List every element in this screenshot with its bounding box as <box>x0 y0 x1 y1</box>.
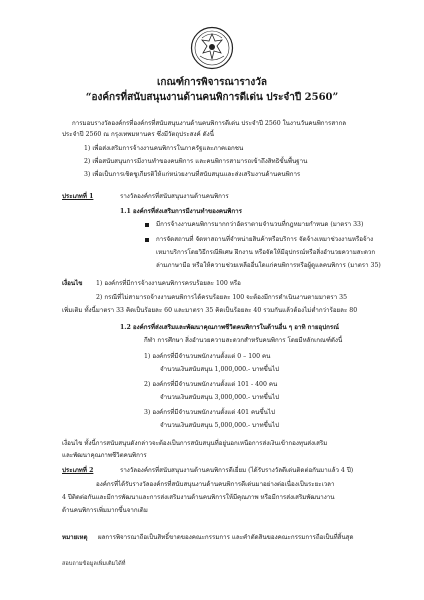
bullet-text: ล่ามภาษามือ หรือให้ความช่วยเหลืออื่นใดแก่คนพิการหรือผู้ดูแลคนพิการ (มาตรา 35) <box>156 262 381 269</box>
note-text: ผลการพิจารณาถือเป็นสิทธิ์ขาดของคณะกรรมการ และคำตัดสินของคณะกรรมการถือเป็นที่สิ้นสุด <box>98 534 354 541</box>
type2-title: รางวัลองค์กรที่สนับสนุนงานด้านคนพิการดีเยี่ยม (ได้รับรางวัลดีเด่นติดต่อกันมาแล้ว 4 ปี) <box>120 467 354 474</box>
condition-label: เงื่อนไข <box>62 280 83 287</box>
type2-text: องค์กรที่ได้รับรางวัลองค์กรที่สนับสนุนงานด้านคนพิการดีเด่นมาอย่างต่อเนื่องเป็นระยะเวลา <box>96 481 335 488</box>
condition-item: เพิ่มเติม ทั้งนี้มาตรา 33 คิดเป็นร้อยละ 60 และมาตรา 35 คิดเป็นร้อยละ 40 รวมกันแล้วต้องไม่ต่ำกว่าร้อยละ 80 <box>62 307 358 314</box>
condition-2-line: เงื่อนไข ทั้งนี้การสนับสนุนดังกล่าวจะต้องเป็นการสนับสนุนที่อยู่นอกเหนือการส่งเงินเข้ากองทุนส่งเสริม <box>62 440 328 447</box>
type2-label: ประเภทที่ 2 <box>62 467 94 474</box>
condition-2-line: และพัฒนาคุณภาพชีวิตคนพิการ <box>62 452 147 459</box>
document-subtitle: “องค์กรที่สนับสนุนงานด้านคนพิการดีเด่น ประจำปี 2560” <box>85 92 339 103</box>
square-bullet-icon <box>145 223 149 227</box>
garuda-seal-icon <box>190 26 234 70</box>
objective-item: 1) เพื่อส่งเสริมการจ้างงานคนพิการในภาครัฐและภาคเอกชน <box>84 145 244 152</box>
intro-line-2: ประจำปี 2560 ณ กรุงเทพมหานคร ซึ่งมีวัตถุประสงค์ ดังนี้ <box>62 131 214 138</box>
tier-amount: จำนวนเงินสนับสนุน 3,000,000.- บาทขึ้นไป <box>160 394 280 401</box>
objective-item: 3) เพื่อเป็นการเชิดชูเกียรติให้แก่หน่วยงานที่สนับสนุนและส่งเสริมงานด้านคนพิการ <box>84 171 301 178</box>
intro-line-1: การมอบรางวัลองค์กรที่องค์กรที่สนับสนุนงานด้านคนพิการดีเด่น ประจำปี 2560 ในงานวันคนพิการสากล <box>72 120 347 127</box>
type2-text: ด้านคนพิการเพิ่มมากขึ้นจากเดิม <box>62 507 148 514</box>
tier-org: 2) องค์กรที่มีจำนวนพนักงานตั้งแต่ 101 - 400 คน <box>144 381 278 388</box>
bullet-text: เหมาบริการโดยวิธีกรณีพิเศษ ฝึกงาน หรือจัดให้มีอุปกรณ์หรือสิ่งอำนวยความสะดวก <box>156 249 376 256</box>
note-label: หมายเหตุ <box>62 534 88 541</box>
bullet-text: การจัดสถานที่ จัดหาสถานที่จำหน่ายสินค้าหรือบริการ จัดจ้างเหมาช่วงงานหรือจ้าง <box>156 236 374 243</box>
section-1-1-heading: 1.1 องค์กรที่ส่งเสริมการมีงานทำของคนพิการ <box>120 208 242 215</box>
section-1-2-heading: 1.2 องค์กรที่ส่งเสริมและพัฒนาคุณภาพชีวิตคนพิการในด้านอื่น ๆ อาทิ กายอุปกรณ์ <box>120 324 339 331</box>
type2-text: 4 ปีติดต่อกันและมีการพัฒนาและการส่งเสริมงานด้านคนพิการให้มีคุณภาพ หรือมีการส่งเสริมพัฒนางาน <box>62 494 335 501</box>
type1-title: รางวัลองค์กรที่สนับสนุนงานด้านคนพิการ <box>120 193 229 200</box>
document-title: เกณฑ์การพิจารณารางวัล <box>156 77 268 88</box>
tier-amount: จำนวนเงินสนับสนุน 1,000,000.- บาทขึ้นไป <box>160 366 280 373</box>
square-bullet-icon <box>145 238 149 242</box>
tier-amount: จำนวนเงินสนับสนุน 5,000,000.- บาทขึ้นไป <box>160 422 280 429</box>
condition-item: 2) กรณีที่ไม่สามารถจ้างงานคนพิการได้ครบร้อยละ 100 จะต้องมีการดำเนินงานตามมาตรา 35 <box>96 294 348 301</box>
footer-note: สอบถามข้อมูลเพิ่มเติมได้ที่ <box>62 561 126 567</box>
tier-org: 1) องค์กรที่มีจำนวนพนักงานตั้งแต่ 0 – 100 คน <box>144 353 271 360</box>
condition-item: 1) องค์กรที่มีการจ้างงานคนพิการครบร้อยละ 100 หรือ <box>96 280 241 287</box>
section-1-2-text: กีฬา การศึกษา สิ่งอำนวยความสะดวกสำหรับคนพิการ โดยมีหลักเกณฑ์ดังนี้ <box>144 337 343 344</box>
bullet-text: มีการจ้างงานคนพิการมากกว่าอัตราตามจำนวนที่กฎหมายกำหนด (มาตรา 33) <box>156 221 364 228</box>
objective-item: 2) เพื่อสนับสนุนการมีงานทำของคนพิการ และคนพิการสามารถเข้าถึงสิทธิขั้นพื้นฐาน <box>84 158 308 165</box>
tier-org: 3) องค์กรที่มีจำนวนพนักงานตั้งแต่ 401 คนขึ้นไป <box>144 409 275 416</box>
type1-label: ประเภทที่ 1 <box>62 193 94 200</box>
